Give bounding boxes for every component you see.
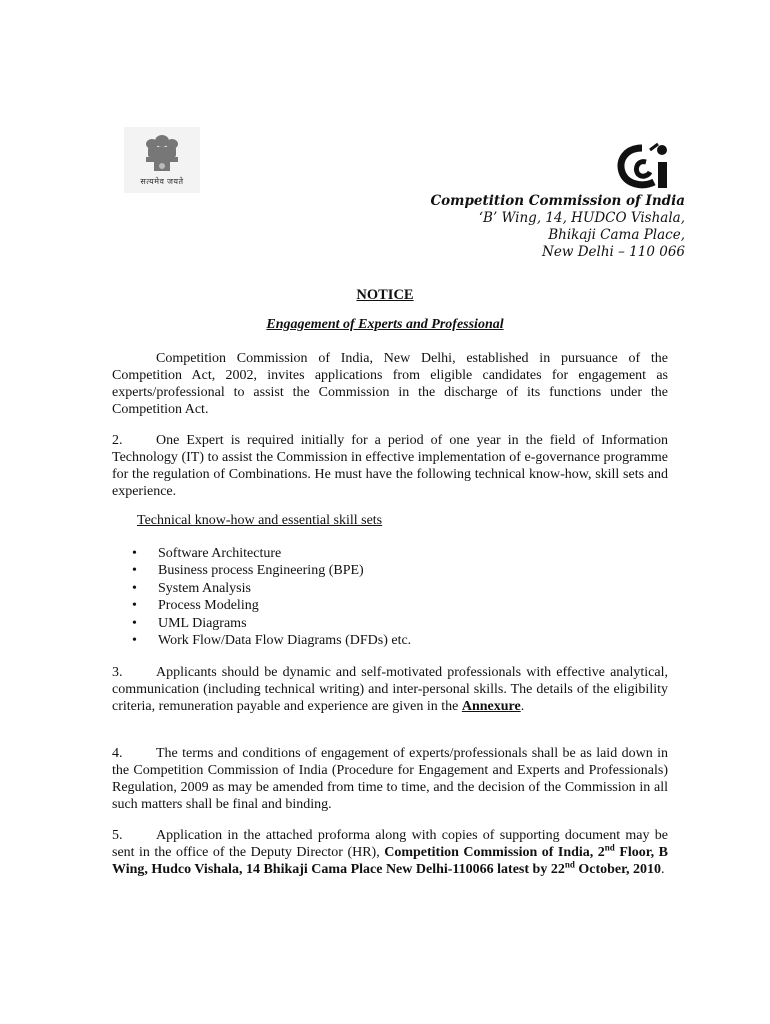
list-item: • UML Diagrams <box>132 615 411 632</box>
skills-list <box>132 545 411 649</box>
paragraph-bold-text: Competition Commission of India, 2 <box>384 845 605 860</box>
emblem-motto: सत्यमेव जयते <box>140 177 184 186</box>
notice-title: NOTICE <box>356 287 414 303</box>
annexure-link[interactable]: Annexure <box>461 699 521 714</box>
paragraph-text: One Expert is required initially for a period of one year in the field of Information Technology (IT) to assist the Commission in effective implementation of e-governance programme for the regulation of Combinations. He must have the following technical know-how, skill sets and experience. <box>112 433 668 499</box>
paragraph-text: The terms and conditions of engagement of experts/professionals shall be as laid down in the Competition Commission of India (Procedure for Engagement and Experts and Professionals) Regulation, 2009 as may be amended from time to time, and the decision of the Commission in all such matters shall be final and binding. <box>112 746 668 812</box>
notice-subtitle: Engagement of Experts and Professional <box>266 317 504 332</box>
paragraph-4 <box>112 745 668 813</box>
paragraph-2 <box>112 432 668 500</box>
skills-heading: Technical know-how and essential skill sets <box>137 513 383 528</box>
paragraph-text: Applicants should be dynamic and self-motivated professionals with effective analytical, communication (including technical writing) and inter-personal skills. The details of the eligibility criteria, remuneration payable and experience are given in the <box>112 665 668 714</box>
ordinal-suffix: nd <box>604 842 615 853</box>
paragraph-text: Application in the attached proforma along with copies of supporting document may be sent in the office of the Deputy Director (HR), <box>112 828 668 860</box>
national-emblem-icon <box>124 127 200 193</box>
paragraph-text: . <box>661 862 665 877</box>
paragraph-text: . <box>520 699 525 714</box>
paragraph-number: 3. <box>112 665 123 680</box>
paragraph-1 <box>112 350 668 418</box>
list-item: • Business process Engineering (BPE) <box>132 562 411 579</box>
list-item: • Work Flow/Data Flow Diagrams (DFDs) etc. <box>132 632 411 649</box>
letterhead-address <box>430 193 685 261</box>
paragraph-3 <box>112 664 668 715</box>
address-line: New Delhi – 110 066 <box>542 244 685 260</box>
paragraph-5 <box>112 827 668 878</box>
list-item: • Software Architecture <box>132 545 411 562</box>
cci-logo-icon <box>612 140 684 190</box>
paragraph-number: 4. <box>112 746 123 761</box>
paragraph-number: 2. <box>112 433 123 448</box>
list-item: • System Analysis <box>132 580 411 597</box>
paragraph-bold-text: October, 2010 <box>578 862 662 877</box>
paragraph-text: Competition Commission of India, New Delhi, established in pursuance of the Competition Act, 2002, invites applications from eligible candidates for engagement as experts/professional to assist the Commission in the discharge of its functions under the Competition Act. <box>112 351 668 417</box>
paragraph-bold-text: Floor, B Wing, Hudco Vishala, 14 Bhikaji Cama Place New Delhi-110066 latest by 22 <box>112 845 669 877</box>
address-line: ‘B’ Wing, 14, HUDCO Vishala, <box>478 210 685 226</box>
paragraph-number: 5. <box>112 828 123 843</box>
organization-name: Competition Commission of India <box>430 193 685 209</box>
ordinal-suffix: nd <box>564 859 575 870</box>
address-line: Bhikaji Cama Place, <box>548 227 685 243</box>
list-item: • Process Modeling <box>132 597 411 614</box>
